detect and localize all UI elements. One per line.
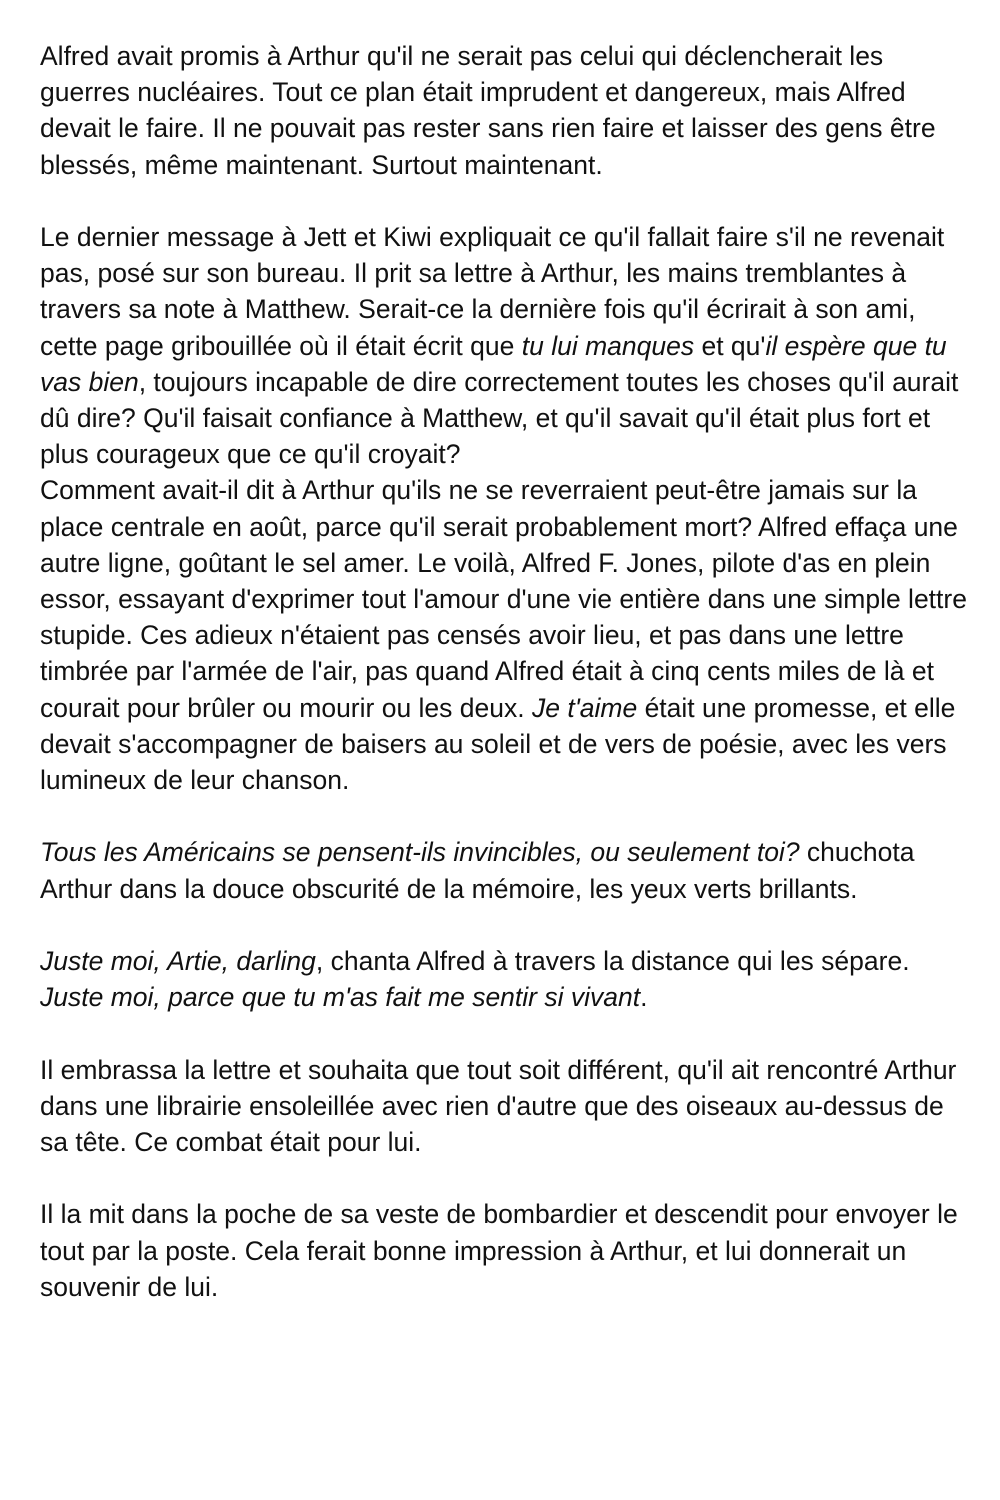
paragraph-4	[40, 834, 970, 906]
text-run: Comment avait-il dit à Arthur qu'ils ne se reverraient peut-être jamais sur la place centrale en août, parce qu'il serait probablement mort? Alfred effaça une autre ligne, goûtant le sel amer. Le voilà, Alfred F. Jones, pilote d'as en plein essor, essayant d'exprimer tout l'amour d'une vie entière dans une simple lettre stupide. Ces adieux n'étaient pas censés avoir lieu, et pas dans une lettre timbrée par l'armée de l'air, pas quand Alfred était à cinq cents miles de là et courait pour brûler ou mourir ou les deux.	[40, 475, 967, 723]
text-run: et qu'	[694, 330, 766, 361]
text-run: Alfred avait promis à Arthur qu'il ne serait pas celui qui déclencherait les guerres nucléaires. Tout ce plan était imprudent et dangereux, mais Alfred devait le faire. Il ne pouvait pas rester sans rien faire et laisser des gens être blessés, même maintenant. Surtout maintenant.	[40, 41, 936, 180]
italic-run: Juste moi, Artie, darling	[40, 946, 316, 977]
text-run: Il la mit dans la poche de sa veste de bombardier et descendit pour envoyer le tout par la poste. Cela ferait bonne impression à Arthur, et lui donnerait un souvenir de lui.	[40, 1199, 958, 1302]
paragraph-1	[40, 38, 970, 183]
text-run: Le dernier message à Jett et Kiwi expliquait ce qu'il fallait faire s'il ne revenait pas, posé sur son bureau. Il prit sa lettre à Arthur, les mains tremblantes à travers sa note à Matthew. Serait-ce la dernière fois qu'il écrirait à son ami, cette page gribouillée où il était écrit que	[40, 222, 945, 361]
text-run: Il embrassa la lettre et souhaita que tout soit différent, qu'il ait rencontré Arthur dans une librairie ensoleillée avec rien d'autre que des oiseaux au-dessus de sa tête. Ce combat était pour lui.	[40, 1054, 957, 1158]
paragraph-6	[40, 1052, 970, 1161]
paragraph-5	[40, 943, 970, 1015]
paragraph-2	[40, 219, 970, 472]
text-run: était une promesse, et elle devait s'accompagner de baisers au soleil et de vers de poésie, avec les vers lumineux de leur chanson.	[40, 692, 956, 796]
paragraph-7	[40, 1196, 970, 1305]
text-run: .	[640, 982, 648, 1013]
italic-run: tu lui manques	[521, 330, 695, 361]
italic-run: Juste moi, parce que tu m'as fait me sentir si vivant	[40, 982, 641, 1013]
paragraph-3	[40, 472, 970, 798]
italic-run: Je t'aime	[531, 692, 638, 723]
text-run: , chanta Alfred à travers la distance qui les sépare.	[315, 946, 910, 977]
text-run: , toujours incapable de dire correctement toutes les choses qu'il aurait dû dire? Qu'il faisait confiance à Matthew, et qu'il savait qu'il était plus fort et plus courageux que ce qu'il croyait?	[40, 366, 959, 470]
italic-run: il espère que tu vas bien	[40, 330, 947, 397]
text-run: chuchota Arthur dans la douce obscurité de la mémoire, les yeux verts brillants.	[40, 837, 915, 904]
italic-run: Tous les Américains se pensent-ils invincibles, ou seulement toi?	[40, 837, 800, 868]
